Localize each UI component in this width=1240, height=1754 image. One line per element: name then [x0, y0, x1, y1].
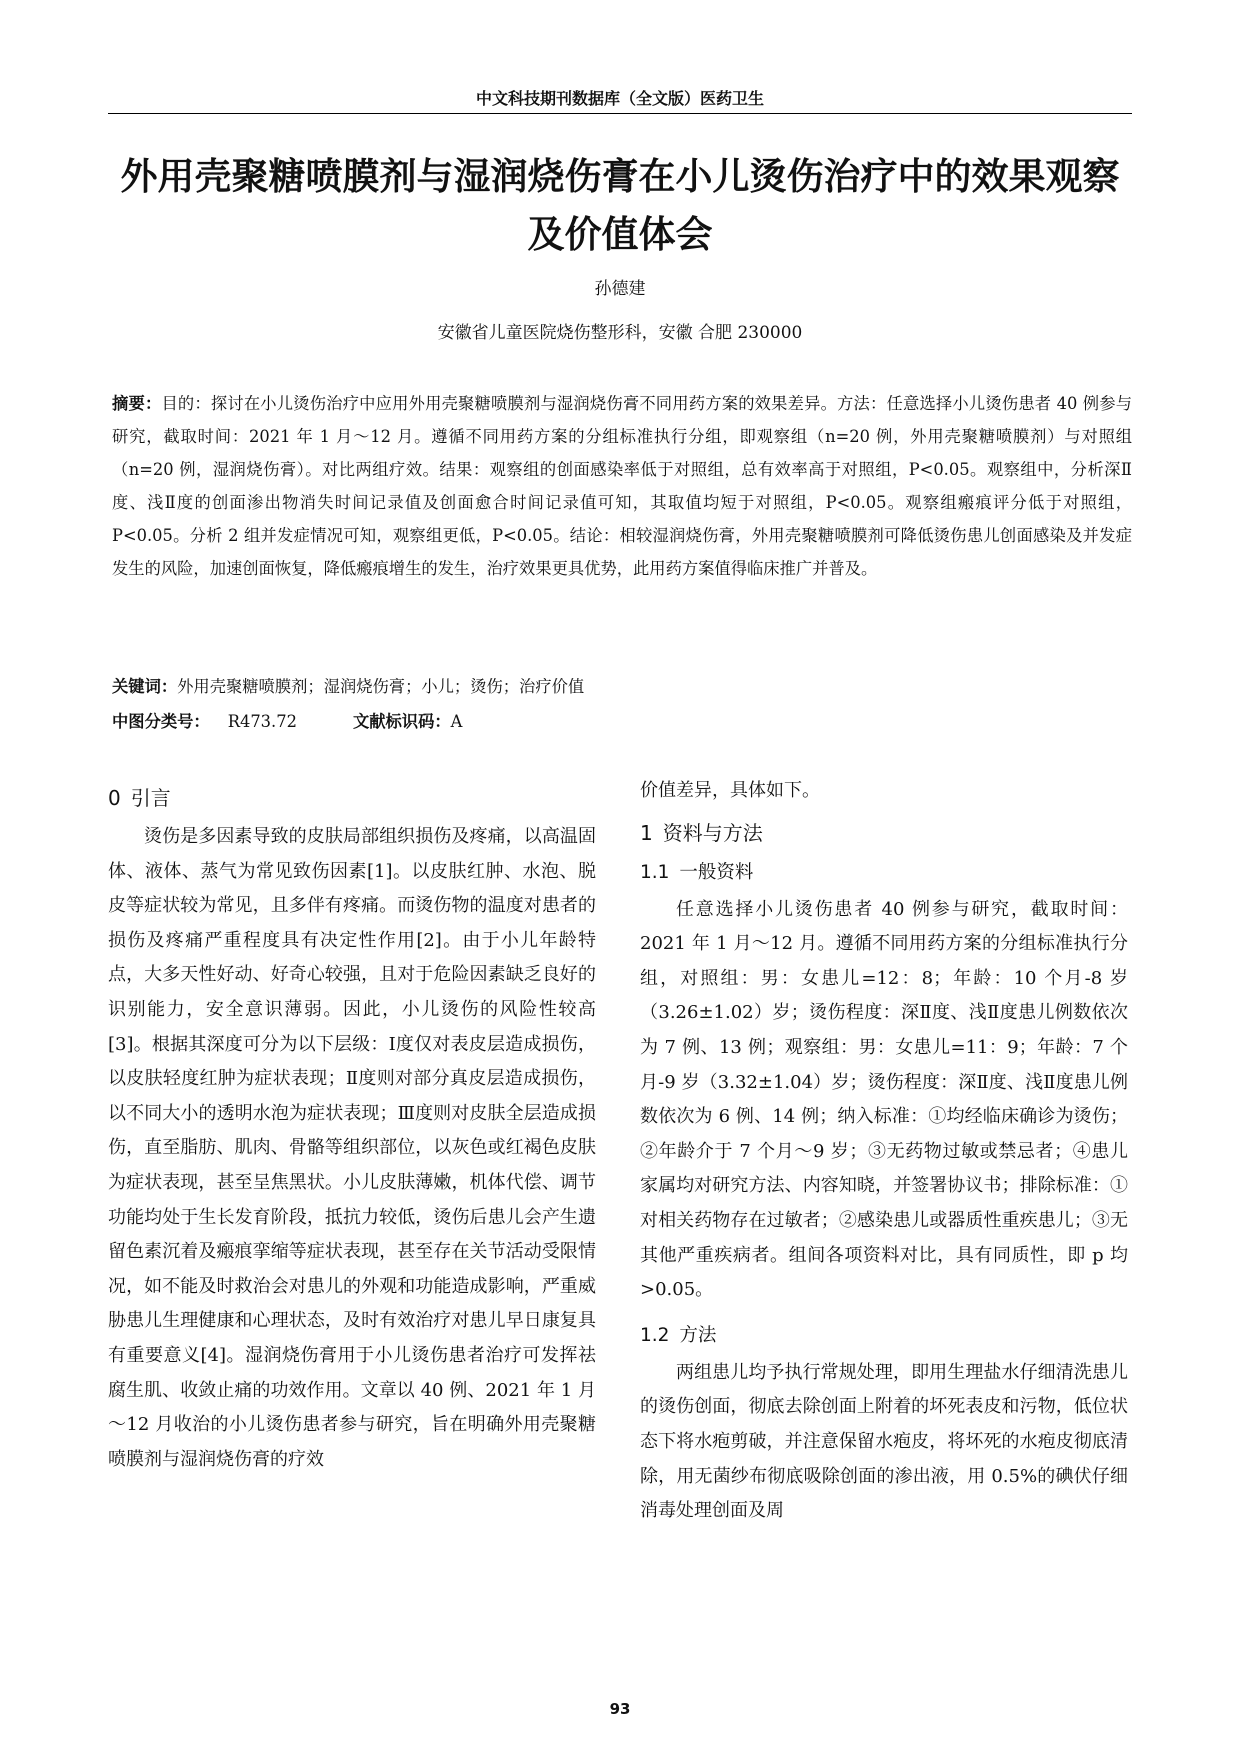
- subsection-1-1-number: 1.1: [640, 861, 670, 883]
- intro-paragraph: 烫伤是多因素导致的皮肤局部组织损伤及疼痛，以高温固体、液体、蒸气为常见致伤因素[1]。以皮肤红肿、水泡、脱皮等症状较为常见，且多伴有疼痛。而烫伤物的温度对患者的损伤及疼痛严重程度具有决定性作用[2]。由于小儿年龄特点，大多天性好动、好奇心较强，且对于危险因素缺乏良好的识别能力，安全意识薄弱。因此，小儿烫伤的风险性较高[3]。根据其深度可分为以下层级：Ⅰ度仅对表皮层造成损伤，以皮肤轻度红肿为症状表现；Ⅱ度则对部分真皮层造成损伤，以不同大小的透明水泡为症状表现；Ⅲ度则对皮肤全层造成损伤，直至脂肪、肌肉、骨骼等组织部位，以灰色或红褐色皮肤为症状表现，甚至呈焦黑状。小儿皮肤薄嫩，机体代偿、调节功能均处于生长发育阶段，抵抗力较低，烫伤后患儿会产生遗留色素沉着及瘢痕挛缩等症状表现，甚至存在关节活动受限情况，如不能及时救治会对患儿的外观和功能造成影响，严重威胁患儿生理健康和心理状态，及时有效治疗对患儿早日康复具有重要意义[4]。湿润烧伤膏用于小儿烫伤患者治疗可发挥祛腐生肌、收敛止痛的功效作用。文章以 40 例、2021 年 1 月～12 月收治的小儿烫伤患者参与研究，旨在明确外用壳聚糖喷膜剂与湿润烧伤膏的疗效: [108, 826, 596, 1470]
- subsection-1-2-paragraph: 两组患儿均予执行常规处理，即用生理盐水仔细清洗患儿的烫伤创面，彻底去除创面上附着的坏死表皮和污物，低位状态下将水疱剪破，并注意保留水疱皮，将坏死的水疱皮彻底清除，用无菌纱布彻底吸除创面的渗出液，用 0.5%的碘伏仔细消毒处理创面及周: [640, 1361, 1128, 1522]
- intro-heading-number: 0: [108, 786, 121, 810]
- subsection-1-1-paragraph: 任意选择小儿烫伤患者 40 例参与研究，截取时间：2021 年 1 月～12 月。遵循不同用药方案的分组标准执行分组，对照组：男：女患儿=12：8；年龄：10 个月-8 岁（3.26±1.02）岁；烫伤程度：深Ⅱ度、浅Ⅱ度患儿例数依次为 7 例、13 例；观察组：男：女患儿=11：9；年龄：7 个月-9 岁（3.32±1.04）岁；烫伤程度：深Ⅱ度、浅Ⅱ度患儿例数依次为 6 例、14 例；纳入标准：①均经临床确诊为烫伤；②年龄介于 7 个月～9 岁；③无药物过敏或禁忌者；④患儿家属均对研究方法、内容知晓，并签署协议书；排除标准：①对相关药物存在过敏者；②感染患儿或器质性重疾患儿；③无其他严重疾病者。组间各项资料对比，具有同质性，即 p 均>0.05。: [640, 898, 1128, 1301]
- abstract-label: 摘要：: [112, 394, 162, 413]
- clc-value: R473.72: [227, 712, 297, 731]
- subsection-1-2-number: 1.2: [640, 1324, 670, 1346]
- intro-heading-text: 引言: [130, 786, 171, 810]
- keywords-label: 关键词：: [112, 677, 178, 696]
- section1-heading-number: 1: [640, 820, 653, 845]
- left-column: [108, 780, 596, 1477]
- header-rule: [108, 113, 1132, 114]
- abstract-block: [112, 387, 1132, 585]
- author-name: 孙德建: [594, 279, 646, 299]
- doc-code-label: 文献标识码：: [352, 712, 451, 731]
- keywords-line: [112, 671, 1132, 703]
- classification-line: [112, 706, 1132, 738]
- subsection-1-1-heading: [640, 855, 1128, 891]
- section1-heading-text: 资料与方法: [662, 820, 763, 845]
- subsection-1-1-text: 一般资料: [679, 861, 754, 883]
- author-affiliation: 安徽省儿童医院烧伤整形科，安徽 合肥 230000: [437, 323, 803, 343]
- abstract-text: 目的：探讨在小儿烫伤治疗中应用外用壳聚糖喷膜剂与湿润烧伤膏不同用药方案的效果差异。方法：任意选择小儿烫伤患者 40 例参与研究，截取时间：2021 年 1 月～12 月。遵循不同用药方案的分组标准执行分组，即观察组（n=20 例，外用壳聚糖喷膜剂）与对照组（n=20 例，湿润烧伤膏）。对比两组疗效。结果：观察组的创面感染率低于对照组，总有效率高于对照组，P<0.05。观察组中，分析深Ⅱ度、浅Ⅱ度的创面渗出物消失时间记录值及创面愈合时间记录值可知，其取值均短于对照组，P<0.05。观察组瘢痕评分低于对照组，P<0.05。分析 2 组并发症情况可知，观察组更低，P<0.05。结论：相较湿润烧伤膏，外用壳聚糖喷膜剂可降低烫伤患儿创面感染及并发症发生的风险，加速创面恢复，降低瘢痕增生的发生，治疗效果更具优势，此用药方案值得临床推广并普及。: [112, 394, 1132, 578]
- subsection-1-2-heading: [640, 1318, 1128, 1354]
- right-column: [640, 774, 1128, 1529]
- keywords-text: 外用壳聚糖喷膜剂；湿润烧伤膏；小儿；烫伤；治疗价值: [177, 677, 585, 696]
- intro-heading: [108, 780, 596, 816]
- intro-continuation: 价值差异，具体如下。: [640, 780, 820, 801]
- section1-heading: [640, 815, 1128, 851]
- page-number: 93: [609, 1700, 631, 1718]
- running-head: 中文科技期刊数据库（全文版）医药卫生: [475, 89, 764, 108]
- subsection-1-2-text: 方法: [679, 1324, 717, 1346]
- clc-label: 中图分类号：: [112, 712, 210, 731]
- doc-code-value: A: [450, 712, 463, 731]
- article-title: 外用壳聚糖喷膜剂与湿润烧伤膏在小儿烫伤治疗中的效果观察及价值体会: [120, 155, 1120, 256]
